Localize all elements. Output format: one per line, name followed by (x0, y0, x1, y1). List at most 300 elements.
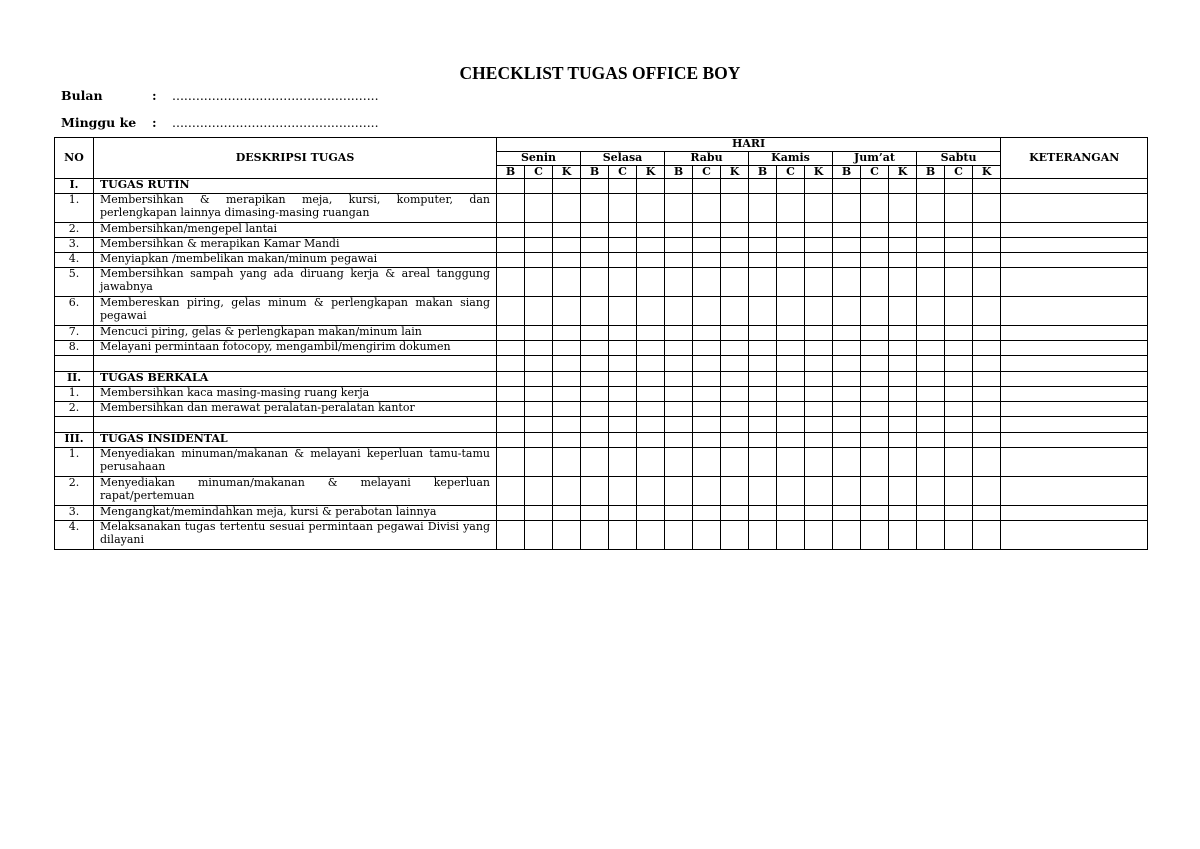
check-cell[interactable] (805, 341, 833, 356)
check-cell[interactable] (861, 326, 889, 341)
check-cell[interactable] (609, 326, 637, 341)
check-cell[interactable] (553, 448, 581, 477)
check-cell[interactable] (945, 433, 973, 448)
check-cell[interactable] (665, 387, 693, 402)
check-cell[interactable] (805, 268, 833, 297)
check-cell[interactable] (553, 372, 581, 387)
check-cell[interactable] (861, 194, 889, 223)
check-cell[interactable] (693, 372, 721, 387)
check-cell[interactable] (693, 179, 721, 194)
check-cell[interactable] (609, 521, 637, 550)
check-cell[interactable] (693, 402, 721, 417)
keterangan-cell[interactable] (1001, 356, 1148, 372)
check-cell[interactable] (861, 402, 889, 417)
check-cell[interactable] (609, 238, 637, 253)
check-cell[interactable] (609, 341, 637, 356)
check-cell[interactable] (581, 417, 609, 433)
check-cell[interactable] (889, 223, 917, 238)
keterangan-cell[interactable] (1001, 372, 1148, 387)
check-cell[interactable] (973, 417, 1001, 433)
check-cell[interactable] (889, 433, 917, 448)
check-cell[interactable] (637, 387, 665, 402)
check-cell[interactable] (665, 417, 693, 433)
check-cell[interactable] (553, 356, 581, 372)
check-cell[interactable] (861, 387, 889, 402)
check-cell[interactable] (525, 238, 553, 253)
check-cell[interactable] (917, 194, 945, 223)
check-cell[interactable] (665, 433, 693, 448)
check-cell[interactable] (945, 253, 973, 268)
check-cell[interactable] (749, 356, 777, 372)
check-cell[interactable] (889, 179, 917, 194)
check-cell[interactable] (917, 238, 945, 253)
keterangan-cell[interactable] (1001, 253, 1148, 268)
check-cell[interactable] (805, 179, 833, 194)
check-cell[interactable] (497, 326, 525, 341)
check-cell[interactable] (609, 433, 637, 448)
check-cell[interactable] (581, 477, 609, 506)
check-cell[interactable] (805, 433, 833, 448)
check-cell[interactable] (609, 372, 637, 387)
check-cell[interactable] (693, 253, 721, 268)
check-cell[interactable] (861, 238, 889, 253)
check-cell[interactable] (833, 372, 861, 387)
check-cell[interactable] (805, 238, 833, 253)
check-cell[interactable] (665, 253, 693, 268)
check-cell[interactable] (609, 268, 637, 297)
check-cell[interactable] (497, 223, 525, 238)
check-cell[interactable] (833, 387, 861, 402)
check-cell[interactable] (637, 521, 665, 550)
check-cell[interactable] (693, 506, 721, 521)
check-cell[interactable] (665, 194, 693, 223)
check-cell[interactable] (917, 521, 945, 550)
check-cell[interactable] (945, 297, 973, 326)
check-cell[interactable] (833, 179, 861, 194)
check-cell[interactable] (581, 297, 609, 326)
check-cell[interactable] (945, 326, 973, 341)
check-cell[interactable] (889, 297, 917, 326)
check-cell[interactable] (525, 223, 553, 238)
check-cell[interactable] (581, 253, 609, 268)
check-cell[interactable] (637, 477, 665, 506)
check-cell[interactable] (973, 238, 1001, 253)
check-cell[interactable] (721, 521, 749, 550)
check-cell[interactable] (609, 253, 637, 268)
check-cell[interactable] (609, 223, 637, 238)
check-cell[interactable] (973, 521, 1001, 550)
check-cell[interactable] (553, 477, 581, 506)
check-cell[interactable] (833, 448, 861, 477)
check-cell[interactable] (721, 448, 749, 477)
check-cell[interactable] (749, 223, 777, 238)
check-cell[interactable] (497, 417, 525, 433)
check-cell[interactable] (777, 223, 805, 238)
check-cell[interactable] (665, 179, 693, 194)
check-cell[interactable] (889, 417, 917, 433)
check-cell[interactable] (637, 297, 665, 326)
check-cell[interactable] (973, 179, 1001, 194)
check-cell[interactable] (525, 387, 553, 402)
check-cell[interactable] (749, 194, 777, 223)
check-cell[interactable] (945, 194, 973, 223)
check-cell[interactable] (553, 402, 581, 417)
check-cell[interactable] (581, 521, 609, 550)
check-cell[interactable] (525, 506, 553, 521)
check-cell[interactable] (805, 448, 833, 477)
check-cell[interactable] (861, 179, 889, 194)
check-cell[interactable] (525, 448, 553, 477)
check-cell[interactable] (637, 238, 665, 253)
check-cell[interactable] (749, 506, 777, 521)
check-cell[interactable] (917, 223, 945, 238)
check-cell[interactable] (973, 356, 1001, 372)
check-cell[interactable] (861, 297, 889, 326)
check-cell[interactable] (665, 238, 693, 253)
check-cell[interactable] (525, 179, 553, 194)
check-cell[interactable] (833, 297, 861, 326)
check-cell[interactable] (749, 372, 777, 387)
check-cell[interactable] (973, 448, 1001, 477)
check-cell[interactable] (721, 268, 749, 297)
check-cell[interactable] (497, 356, 525, 372)
check-cell[interactable] (581, 372, 609, 387)
check-cell[interactable] (609, 356, 637, 372)
check-cell[interactable] (525, 194, 553, 223)
check-cell[interactable] (749, 387, 777, 402)
check-cell[interactable] (553, 297, 581, 326)
check-cell[interactable] (553, 433, 581, 448)
check-cell[interactable] (917, 448, 945, 477)
check-cell[interactable] (525, 402, 553, 417)
check-cell[interactable] (777, 417, 805, 433)
check-cell[interactable] (973, 297, 1001, 326)
check-cell[interactable] (889, 341, 917, 356)
check-cell[interactable] (861, 356, 889, 372)
check-cell[interactable] (749, 297, 777, 326)
check-cell[interactable] (721, 387, 749, 402)
check-cell[interactable] (637, 448, 665, 477)
check-cell[interactable] (581, 341, 609, 356)
check-cell[interactable] (497, 194, 525, 223)
check-cell[interactable] (833, 356, 861, 372)
check-cell[interactable] (637, 194, 665, 223)
check-cell[interactable] (945, 179, 973, 194)
check-cell[interactable] (777, 477, 805, 506)
check-cell[interactable] (945, 238, 973, 253)
check-cell[interactable] (693, 268, 721, 297)
check-cell[interactable] (861, 253, 889, 268)
check-cell[interactable] (861, 521, 889, 550)
check-cell[interactable] (665, 326, 693, 341)
check-cell[interactable] (945, 341, 973, 356)
check-cell[interactable] (973, 341, 1001, 356)
check-cell[interactable] (525, 417, 553, 433)
check-cell[interactable] (609, 387, 637, 402)
keterangan-cell[interactable] (1001, 297, 1148, 326)
check-cell[interactable] (889, 402, 917, 417)
check-cell[interactable] (833, 238, 861, 253)
check-cell[interactable] (665, 521, 693, 550)
check-cell[interactable] (581, 506, 609, 521)
check-cell[interactable] (889, 372, 917, 387)
check-cell[interactable] (581, 194, 609, 223)
check-cell[interactable] (861, 433, 889, 448)
check-cell[interactable] (637, 506, 665, 521)
check-cell[interactable] (805, 253, 833, 268)
check-cell[interactable] (945, 372, 973, 387)
check-cell[interactable] (917, 477, 945, 506)
check-cell[interactable] (581, 179, 609, 194)
keterangan-cell[interactable] (1001, 521, 1148, 550)
keterangan-cell[interactable] (1001, 433, 1148, 448)
check-cell[interactable] (637, 433, 665, 448)
keterangan-cell[interactable] (1001, 268, 1148, 297)
check-cell[interactable] (497, 253, 525, 268)
check-cell[interactable] (721, 402, 749, 417)
check-cell[interactable] (889, 253, 917, 268)
check-cell[interactable] (917, 433, 945, 448)
check-cell[interactable] (889, 506, 917, 521)
check-cell[interactable] (833, 194, 861, 223)
check-cell[interactable] (581, 223, 609, 238)
check-cell[interactable] (805, 326, 833, 341)
check-cell[interactable] (777, 506, 805, 521)
check-cell[interactable] (889, 326, 917, 341)
check-cell[interactable] (637, 326, 665, 341)
check-cell[interactable] (805, 477, 833, 506)
check-cell[interactable] (749, 238, 777, 253)
check-cell[interactable] (861, 268, 889, 297)
check-cell[interactable] (833, 417, 861, 433)
check-cell[interactable] (805, 194, 833, 223)
check-cell[interactable] (749, 326, 777, 341)
check-cell[interactable] (693, 433, 721, 448)
check-cell[interactable] (637, 179, 665, 194)
check-cell[interactable] (889, 387, 917, 402)
check-cell[interactable] (721, 372, 749, 387)
check-cell[interactable] (777, 372, 805, 387)
keterangan-cell[interactable] (1001, 326, 1148, 341)
check-cell[interactable] (749, 402, 777, 417)
check-cell[interactable] (525, 268, 553, 297)
check-cell[interactable] (497, 387, 525, 402)
check-cell[interactable] (721, 297, 749, 326)
check-cell[interactable] (693, 326, 721, 341)
check-cell[interactable] (721, 433, 749, 448)
check-cell[interactable] (693, 387, 721, 402)
check-cell[interactable] (693, 341, 721, 356)
keterangan-cell[interactable] (1001, 417, 1148, 433)
check-cell[interactable] (609, 448, 637, 477)
check-cell[interactable] (553, 194, 581, 223)
check-cell[interactable] (497, 179, 525, 194)
check-cell[interactable] (637, 417, 665, 433)
check-cell[interactable] (973, 402, 1001, 417)
check-cell[interactable] (553, 268, 581, 297)
check-cell[interactable] (749, 417, 777, 433)
check-cell[interactable] (805, 387, 833, 402)
check-cell[interactable] (917, 506, 945, 521)
check-cell[interactable] (889, 238, 917, 253)
check-cell[interactable] (777, 341, 805, 356)
check-cell[interactable] (497, 238, 525, 253)
check-cell[interactable] (581, 326, 609, 341)
check-cell[interactable] (497, 372, 525, 387)
check-cell[interactable] (553, 417, 581, 433)
check-cell[interactable] (889, 268, 917, 297)
check-cell[interactable] (833, 223, 861, 238)
check-cell[interactable] (777, 253, 805, 268)
check-cell[interactable] (833, 268, 861, 297)
check-cell[interactable] (665, 372, 693, 387)
check-cell[interactable] (609, 506, 637, 521)
check-cell[interactable] (973, 372, 1001, 387)
check-cell[interactable] (637, 341, 665, 356)
check-cell[interactable] (917, 341, 945, 356)
check-cell[interactable] (693, 194, 721, 223)
check-cell[interactable] (973, 194, 1001, 223)
check-cell[interactable] (749, 477, 777, 506)
check-cell[interactable] (609, 297, 637, 326)
check-cell[interactable] (973, 433, 1001, 448)
check-cell[interactable] (693, 297, 721, 326)
check-cell[interactable] (945, 268, 973, 297)
check-cell[interactable] (525, 297, 553, 326)
check-cell[interactable] (833, 341, 861, 356)
check-cell[interactable] (749, 448, 777, 477)
check-cell[interactable] (833, 477, 861, 506)
check-cell[interactable] (525, 341, 553, 356)
check-cell[interactable] (637, 402, 665, 417)
check-cell[interactable] (581, 387, 609, 402)
check-cell[interactable] (833, 402, 861, 417)
check-cell[interactable] (777, 179, 805, 194)
check-cell[interactable] (581, 448, 609, 477)
check-cell[interactable] (917, 356, 945, 372)
check-cell[interactable] (805, 506, 833, 521)
check-cell[interactable] (665, 402, 693, 417)
check-cell[interactable] (889, 194, 917, 223)
check-cell[interactable] (917, 179, 945, 194)
check-cell[interactable] (945, 417, 973, 433)
check-cell[interactable] (525, 521, 553, 550)
check-cell[interactable] (805, 297, 833, 326)
check-cell[interactable] (497, 268, 525, 297)
check-cell[interactable] (777, 268, 805, 297)
check-cell[interactable] (973, 387, 1001, 402)
check-cell[interactable] (693, 356, 721, 372)
keterangan-cell[interactable] (1001, 506, 1148, 521)
check-cell[interactable] (945, 448, 973, 477)
check-cell[interactable] (693, 223, 721, 238)
check-cell[interactable] (973, 268, 1001, 297)
keterangan-cell[interactable] (1001, 179, 1148, 194)
check-cell[interactable] (777, 194, 805, 223)
check-cell[interactable] (861, 223, 889, 238)
check-cell[interactable] (805, 417, 833, 433)
check-cell[interactable] (497, 521, 525, 550)
check-cell[interactable] (553, 521, 581, 550)
check-cell[interactable] (833, 253, 861, 268)
check-cell[interactable] (665, 448, 693, 477)
check-cell[interactable] (693, 448, 721, 477)
check-cell[interactable] (777, 433, 805, 448)
check-cell[interactable] (721, 238, 749, 253)
check-cell[interactable] (525, 433, 553, 448)
check-cell[interactable] (833, 433, 861, 448)
check-cell[interactable] (777, 448, 805, 477)
check-cell[interactable] (861, 417, 889, 433)
keterangan-cell[interactable] (1001, 402, 1148, 417)
check-cell[interactable] (861, 372, 889, 387)
check-cell[interactable] (749, 268, 777, 297)
check-cell[interactable] (665, 506, 693, 521)
keterangan-cell[interactable] (1001, 194, 1148, 223)
check-cell[interactable] (497, 477, 525, 506)
check-cell[interactable] (581, 238, 609, 253)
check-cell[interactable] (721, 506, 749, 521)
check-cell[interactable] (553, 253, 581, 268)
keterangan-cell[interactable] (1001, 341, 1148, 356)
check-cell[interactable] (581, 268, 609, 297)
check-cell[interactable] (497, 448, 525, 477)
check-cell[interactable] (553, 387, 581, 402)
check-cell[interactable] (525, 253, 553, 268)
keterangan-cell[interactable] (1001, 223, 1148, 238)
check-cell[interactable] (721, 341, 749, 356)
check-cell[interactable] (665, 268, 693, 297)
check-cell[interactable] (749, 253, 777, 268)
check-cell[interactable] (525, 326, 553, 341)
check-cell[interactable] (833, 506, 861, 521)
check-cell[interactable] (777, 356, 805, 372)
keterangan-cell[interactable] (1001, 448, 1148, 477)
check-cell[interactable] (609, 179, 637, 194)
check-cell[interactable] (945, 402, 973, 417)
check-cell[interactable] (553, 506, 581, 521)
keterangan-cell[interactable] (1001, 477, 1148, 506)
check-cell[interactable] (749, 433, 777, 448)
check-cell[interactable] (609, 417, 637, 433)
check-cell[interactable] (917, 268, 945, 297)
check-cell[interactable] (945, 387, 973, 402)
check-cell[interactable] (861, 448, 889, 477)
check-cell[interactable] (861, 341, 889, 356)
check-cell[interactable] (945, 506, 973, 521)
check-cell[interactable] (665, 341, 693, 356)
check-cell[interactable] (973, 326, 1001, 341)
check-cell[interactable] (805, 356, 833, 372)
check-cell[interactable] (497, 433, 525, 448)
keterangan-cell[interactable] (1001, 387, 1148, 402)
check-cell[interactable] (609, 402, 637, 417)
check-cell[interactable] (581, 356, 609, 372)
check-cell[interactable] (945, 477, 973, 506)
check-cell[interactable] (833, 326, 861, 341)
check-cell[interactable] (917, 297, 945, 326)
check-cell[interactable] (553, 238, 581, 253)
check-cell[interactable] (805, 223, 833, 238)
check-cell[interactable] (581, 433, 609, 448)
check-cell[interactable] (497, 402, 525, 417)
check-cell[interactable] (637, 356, 665, 372)
check-cell[interactable] (721, 179, 749, 194)
check-cell[interactable] (889, 477, 917, 506)
check-cell[interactable] (973, 223, 1001, 238)
check-cell[interactable] (973, 477, 1001, 506)
check-cell[interactable] (637, 268, 665, 297)
